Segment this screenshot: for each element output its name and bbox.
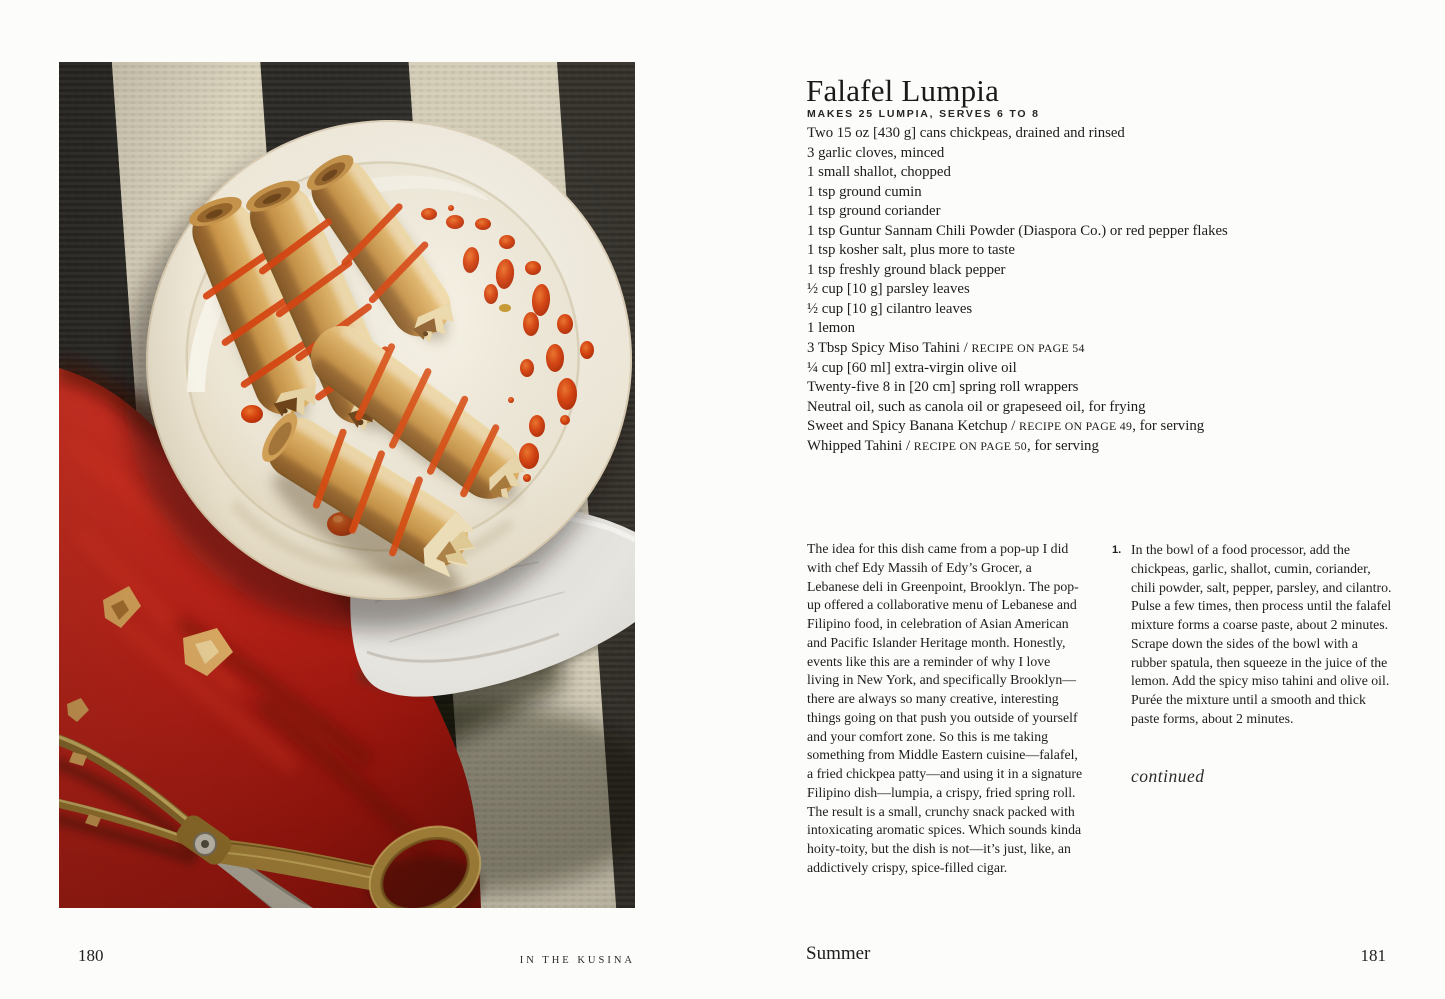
ingredient-text: ½ cup [10 g] cilantro leaves — [807, 300, 973, 317]
ingredient-line — [807, 437, 1407, 457]
ingredient-text: 1 tsp Guntur Sannam Chili Powder (Diaspora Co.) or red pepper flakes — [807, 222, 1228, 239]
running-footer-left: IN THE KUSINA — [519, 955, 635, 966]
ingredient-text: 1 tsp ground coriander — [807, 203, 941, 220]
ingredient-line — [807, 183, 1407, 203]
ingredient-text: Whipped Tahini — [807, 437, 903, 454]
section-footer: Summer — [806, 943, 871, 964]
ingredient-text: 1 tsp ground cumin — [807, 183, 922, 200]
ingredient-text: Sweet and Spicy Banana Ketchup — [807, 418, 1008, 435]
ingredient-suffix: , for serving — [1026, 437, 1099, 454]
ingredient-line — [807, 339, 1407, 359]
recipe-page-ref: RECIPE ON PAGE 50 — [913, 438, 1027, 453]
ingredient-line — [807, 280, 1407, 300]
ingredient-text: 1 tsp kosher salt, plus more to taste — [807, 242, 1015, 259]
ingredient-text: Twenty-five 8 in [20 cm] spring roll wrappers — [807, 379, 1079, 396]
ingredient-line — [807, 378, 1407, 398]
ingredient-line — [807, 319, 1407, 339]
ingredient-line — [807, 144, 1407, 164]
ingredient-text: 3 garlic cloves, minced — [807, 144, 945, 161]
ingredient-text: ½ cup [10 g] parsley leaves — [807, 281, 970, 298]
ingredient-line — [807, 359, 1407, 379]
ingredient-list — [807, 124, 1407, 456]
yield-line: MAKES 25 LUMPIA, SERVES 6 TO 8 — [807, 108, 1040, 120]
ingredient-text: 3 Tbsp Spicy Miso Tahini — [807, 340, 960, 357]
food-photo — [59, 62, 635, 908]
step-number: 1. — [1112, 544, 1122, 556]
recipe-title: Falafel Lumpia — [806, 72, 1000, 108]
ingredient-line — [807, 241, 1407, 261]
recipe-page-ref: RECIPE ON PAGE 49 — [1019, 419, 1133, 434]
recipe-page-ref: RECIPE ON PAGE 54 — [971, 341, 1085, 356]
ingredient-line — [807, 124, 1407, 144]
right-page-number: 181 — [1360, 946, 1386, 965]
ingredient-text: 1 small shallot, chopped — [807, 164, 951, 181]
ingredient-text: ¼ cup [60 ml] extra-virgin olive oil — [807, 359, 1017, 376]
ingredient-text: Two 15 oz [430 g] cans chickpeas, drained and rinsed — [807, 125, 1125, 141]
ingredient-separator: / — [902, 437, 914, 454]
ingredient-suffix: , for serving — [1132, 418, 1205, 435]
ingredient-text: 1 tsp freshly ground black pepper — [807, 261, 1006, 278]
recipe-intro-paragraph: The idea for this dish came from a pop-up I did with chef Edy Massih of Edy’s Grocer, a Lebanese deli in Greenpoint, Brooklyn. The pop-up offered a collaborative menu of Lebanese and Filipino food, in celebration of Asian American and Pacific Islander Heritage month. Honestly, events like this are a reminder of why I love living in New York, and specifically Brooklyn—there are always so many creative, interesting things going on that push you outside of yourself and your comfort zone. So this is me taking something from Middle Eastern cuisine—falafel, a fried chickpea patty—and using it in a signature Filipino dish—lumpia, a crispy, fried spring roll. The result is a small, crunchy snack packed with intoxicating aromatic spices. Which sounds kinda hoity-toity, but the dish is not—it’s just, like, an addictively crispy, spice-filled cigar. — [807, 541, 1083, 875]
recipe-step-1 — [1112, 541, 1394, 729]
ingredient-line — [807, 417, 1407, 437]
ingredient-separator: / — [1007, 418, 1020, 435]
ingredient-separator: / — [959, 340, 972, 357]
ingredient-line — [807, 163, 1407, 183]
step-text: In the bowl of a food processor, add the chickpeas, garlic, shallot, cumin, coriander, chili powder, salt, pepper, parsley, and cilantro. Pulse a few times, then process until the falafel mixture forms a coarse paste, about 2 minutes. Scrape down the sides of the bowl with a rubber spatula, then squeeze in the juice of the lemon. Add the spicy miso tahini and olive oil. Purée the mixture until a smooth and thick paste forms, about 2 minutes. — [1131, 542, 1392, 726]
ingredient-text: Neutral oil, such as canola oil or grapeseed oil, for frying — [807, 398, 1146, 415]
photo-vignette — [59, 62, 635, 908]
ingredient-line — [807, 261, 1407, 281]
ingredient-line — [807, 398, 1407, 418]
ingredient-line — [807, 222, 1407, 242]
ingredient-line — [807, 300, 1407, 320]
food-photo-illustration — [59, 62, 635, 908]
ingredient-text: 1 lemon — [807, 320, 856, 337]
ingredient-line — [807, 202, 1407, 222]
continued-label: continued — [1131, 766, 1205, 786]
left-page-number: 180 — [78, 946, 104, 965]
